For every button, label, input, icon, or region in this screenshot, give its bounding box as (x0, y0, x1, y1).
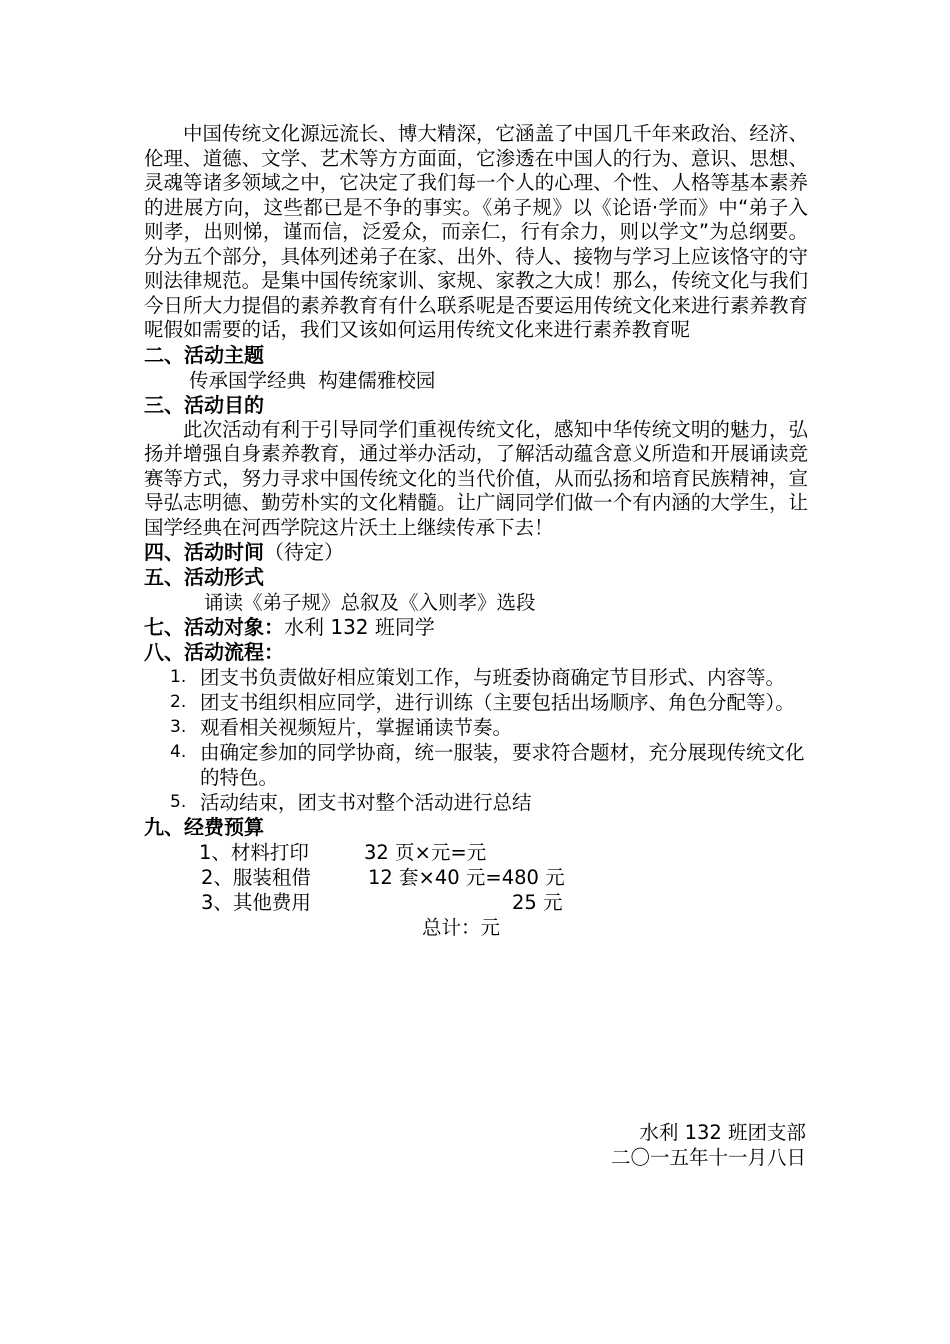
step-text: 团支书负责做好相应策划工作，与班委协商确定节目形式、内容等。 (200, 666, 786, 689)
process-step-4 (144, 740, 808, 790)
budget-item (144, 890, 808, 915)
budget-item-amount: 32 页×元=元 (364, 841, 487, 864)
budget-item-label: 3、其他费用 (201, 891, 311, 914)
budget-item-amount: 12 套×40 元=480 元 (368, 866, 565, 889)
process-heading: 八、活动流程： (144, 640, 284, 664)
signature-block (611, 1120, 806, 1170)
step-number: 2. (170, 692, 187, 712)
theme-heading: 二、活动主题 (144, 342, 264, 367)
budget-list (144, 840, 808, 915)
step-number: 1. (170, 667, 187, 687)
intro-paragraph: 中国传统文化源远流长、博大精深，它涵盖了中国几千年来政治、经济、伦理、道德、文学、艺术等方方面面，它渗透在中国人的行为、意识、思想、灵魂等诸多领域之中，它决定了我们每一个人的心理、个性、人格等基本素养的进展方向，这些都已是不争的事实。《弟子规》以《论语·学而》中“弟子入则孝，出则悌，谨而信，泛爱众，而亲仁，行有余力，则以学文”为总纲要。分为五个部分，具体列述弟子在家、出外、待人、接物与学习上应该恪守的守则法律规范。是集中国传统家训、家规、家教之大成！那么，传统文化与我们今日所大力提倡的素养教育有什么联系呢是否要运用传统文化来进行素养教育呢假如需要的话，我们又该如何运用传统文化来进行素养教育呢 (144, 122, 808, 341)
time-heading-label: 四、活动时间 (144, 540, 264, 564)
step-number: 5. (170, 792, 187, 812)
step-text: 活动结束，团支书对整个活动进行总结 (200, 791, 532, 814)
step-text: 观看相关视频短片，掌握诵读节奏。 (200, 716, 513, 739)
process-step-1 (144, 665, 808, 690)
budget-item-label: 2、服装租借 (201, 866, 311, 889)
target-heading (144, 615, 808, 640)
process-steps (144, 665, 808, 815)
target-heading-label: 七、活动对象： (144, 615, 284, 639)
step-number: 3. (170, 717, 187, 737)
budget-item-label: 1、材料打印 (199, 841, 309, 864)
theme-content: 传承国学经典 构建儒雅校园 (189, 368, 436, 392)
budget-heading: 九、经费预算 (144, 815, 264, 839)
budget-total-text: 总计：元 (422, 916, 501, 939)
target-content: 水利 132 班同学 (284, 615, 435, 639)
process-step-5 (144, 790, 808, 815)
step-number: 4. (170, 742, 187, 762)
document-body (144, 122, 808, 940)
form-content: 诵读《弟子规》总叙及《入则孝》选段 (204, 591, 536, 614)
form-heading: 五、活动形式 (144, 565, 264, 589)
budget-item (144, 840, 808, 865)
budget-item (144, 865, 808, 890)
process-step-2 (144, 690, 808, 715)
purpose-heading: 三、活动目的 (144, 392, 264, 417)
step-text: 由确定参加的同学协商，统一服装，要求符合题材，充分展现传统文化的特色。 (200, 741, 805, 789)
signature-date: 二〇一五年十一月八日 (610, 1146, 806, 1169)
time-note: （待定） (264, 540, 344, 564)
budget-total (144, 915, 808, 940)
step-text: 团支书组织相应同学，进行训练（主要包括出场顺序、角色分配等）。 (200, 691, 795, 714)
time-heading (144, 540, 808, 565)
signature-org: 水利 132 班团支部 (639, 1121, 806, 1144)
purpose-paragraph: 此次活动有利于引导同学们重视传统文化，感知中华传统文明的魅力，弘扬并增强自身素养教育，通过举办活动，了解活动蕴含意义所造和开展诵读竞赛等方式，努力寻求中国传统文化的当代价值，从而弘扬和培育民族精神，宣导弘志明德、勤劳朴实的文化精髓。让广阔同学们做一个有内涵的大学生，让国学经典在河西学院这片沃土上继续传承下去！ (144, 417, 808, 539)
budget-item-amount: 25 元 (512, 891, 563, 914)
process-step-3 (144, 715, 808, 740)
